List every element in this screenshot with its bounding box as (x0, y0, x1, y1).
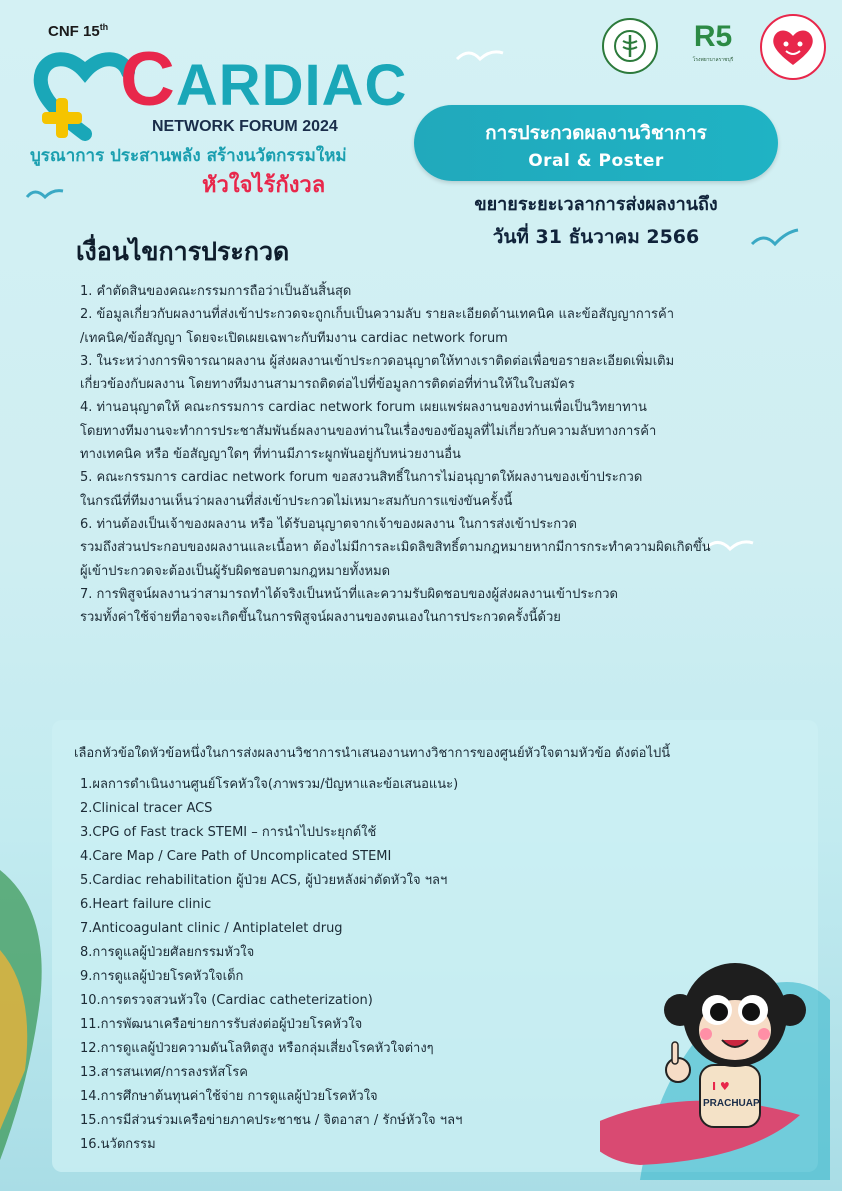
r5-health-region-logo (688, 18, 738, 78)
condition-line: 3. ในระหว่างการพิจารณาผลงาน ผู้ส่งผลงานเข้าประกวดอนุญาตให้ทางเราติดต่อเพื่อขอรายละเอียดเพิ่มเติม (80, 353, 675, 369)
contest-title: การประกวดผลงานวิชาการ (485, 122, 707, 144)
mascot-shirt-text: PRACHUAP (703, 1098, 760, 1109)
condition-line: ทางเทคนิค หรือ ข้อสัญญาใดๆ ที่ท่านมีภาระผูกพันอยู่กับหน่วยงานอื่น (80, 447, 461, 463)
condition-line: 7. การพิสูจน์ผลงานว่าสามารถทำได้จริงเป็นหน้าที่และความรับผิดชอบของผู้ส่งผลงานเข้าประกวด (80, 586, 618, 602)
topic-item: 3.CPG of Fast track STEMI – การนำไปประยุกต์ใช้ (80, 825, 377, 840)
topic-item: 5.Cardiac rehabilitation ผู้ป่วย ACS, ผู้ป่วยหลังผ่าตัดหัวใจ ฯลฯ (80, 873, 448, 888)
topic-item: 14.การศึกษาต้นทุนค่าใช้จ่าย การดูแลผู้ป่วยโรคหัวใจ (80, 1089, 378, 1104)
deadline-notice (414, 189, 778, 252)
condition-line: ผู้เข้าประกวดจะต้องเป็นผู้รับผิดชอบตามกฎหมายทั้งหมด (80, 563, 391, 579)
surfing-monkey-mascot (600, 930, 830, 1180)
condition-line: 5. คณะกรรมการ cardiac network forum ขอสงวนสิทธิ์ในการไม่อนุญาตให้ผลงานของเข้าประกวด (80, 470, 643, 486)
condition-line: ในกรณีที่ทีมงานเห็นว่าผลงานที่ส่งเข้าประกวดไม่เหมาะสมกับการแข่งขันครั้งนี้ (80, 493, 513, 509)
forum-label: NETWORK FORUM 2024 (152, 118, 338, 135)
conditions-list (80, 280, 800, 629)
seagull-icon (750, 228, 800, 250)
condition-line: เกี่ยวข้องกับผลงาน โดยทางทีมงานสามารถติดต่อไปที่ข้อมูลการติดต่อที่ท่านให้ในใบสมัคร (80, 377, 575, 393)
condition-line: 2. ข้อมูลเกี่ยวกับผลงานที่ส่งเข้าประกวดจะถูกเก็บเป็นความลับ รายละเอียดด้านเทคนิค และข้อสัญญาการค้า (80, 307, 675, 323)
topic-item: 9.การดูแลผู้ป่วยโรคหัวใจเด็ก (80, 969, 244, 984)
topic-item: 16.นวัตกรรม (80, 1137, 156, 1152)
topic-item: 15.การมีส่วนร่วมเครือข่ายภาคประชาชน / จิตอาสา / รักษ์หัวใจ ฯลฯ (80, 1113, 463, 1128)
topic-item: 10.การตรวจสวนหัวใจ (Cardiac catheterization) (80, 993, 373, 1008)
ministry-of-public-health-logo (602, 18, 658, 74)
condition-line: 4. ท่านอนุญาตให้ คณะกรรมการ cardiac network forum เผยแพร่ผลงานของท่านเพื่อเป็นวิทยาทาน (80, 400, 647, 416)
contest-title-pill (414, 105, 778, 181)
topics-intro: เลือกหัวข้อใดหัวข้อหนึ่งในการส่งผลงานวิชาการนำเสนองานทางวิชาการของศูนย์หัวใจตามหัวข้อ ดังต่อไปนี้ (74, 746, 671, 761)
brand-wordmark: CARDIAC (120, 37, 408, 122)
topic-item: 6.Heart failure clinic (80, 897, 212, 912)
svg-text:I ♥: I ♥ (712, 1080, 730, 1093)
contest-format: Oral & Poster (528, 151, 664, 171)
topic-item: 1.ผลการดำเนินงานศูนย์โรคหัวใจ(ภาพรวม/ปัญหาและข้อเสนอแนะ) (80, 777, 459, 792)
condition-line: รวมทั้งค่าใช้จ่ายที่อาจจะเกิดขึ้นในการพิสูจน์ผลงานของตนเองในการประกวดครั้งนี้ด้วย (80, 610, 561, 626)
tagline: บูรณาการ ประสานพลัง สร้างนวัตกรรมใหม่ (30, 146, 347, 166)
deadline-label: ขยายระยะเวลาการส่งผลงานถึง (474, 194, 718, 215)
caduceus-icon (613, 29, 647, 63)
topic-item: 13.สารสนเทศ/การลงรหัสโรค (80, 1065, 248, 1080)
topic-item: 12.การดูแลผู้ป่วยความดันโลหิตสูง หรือกลุ่มเสี่ยงโรคหัวใจต่างๆ (80, 1041, 434, 1056)
topic-item: 8.การดูแลผู้ป่วยศัลยกรรมหัวใจ (80, 945, 255, 960)
edition-label: CNF 15th (48, 22, 109, 40)
topic-item: 11.การพัฒนาเครือข่ายการรับส่งต่อผู้ป่วยโรคหัวใจ (80, 1017, 363, 1032)
palm-leaf-decoration (0, 830, 60, 1170)
r5-caption: โรงพยาบาลราชบุรี (692, 57, 734, 63)
seagull-icon (25, 185, 65, 203)
condition-line: 6. ท่านต้องเป็นเจ้าของผลงาน หรือ ได้รับอนุญาตจากเจ้าของผลงาน ในการส่งเข้าประกวด (80, 516, 577, 532)
condition-line: 1. คำตัดสินของคณะกรรมการถือว่าเป็นอันสิ้นสุด (80, 284, 352, 299)
slogan: หัวใจไร้กังวล (202, 173, 326, 198)
r5-mark: R5 (693, 20, 733, 53)
event-logo (30, 20, 408, 200)
condition-line: โดยทางทีมงานจะทำการประชาสัมพันธ์ผลงานของท่านในเรื่องของข้อมูลที่ไม่เกี่ยวกับความลับทางการค้า (80, 423, 657, 439)
topics-list (80, 773, 462, 1157)
heart-mascot-logo (760, 14, 826, 80)
seagull-icon (455, 45, 505, 67)
smiling-heart-icon (771, 27, 815, 67)
topic-item: 7.Anticoagulant clinic / Antiplatelet drug (80, 921, 343, 936)
deadline-date: วันที่ 31 ธันวาคม 2566 (492, 226, 700, 248)
topic-item: 4.Care Map / Care Path of Uncomplicated STEMI (80, 849, 392, 864)
topic-item: 2.Clinical tracer ACS (80, 801, 213, 816)
condition-line: /เทคนิค/ข้อสัญญา โดยจะเปิดเผยเฉพาะกับทีมงาน cardiac network forum (80, 330, 508, 346)
condition-line: รวมถึงส่วนประกอบของผลงานและเนื้อหา ต้องไม่มีการละเมิดลิขสิทธิ์ตามกฎหมายหากมีการกระทำความผิดเกิดขึ้น (80, 540, 711, 556)
conditions-heading: เงื่อนไขการประกวด (76, 237, 290, 266)
